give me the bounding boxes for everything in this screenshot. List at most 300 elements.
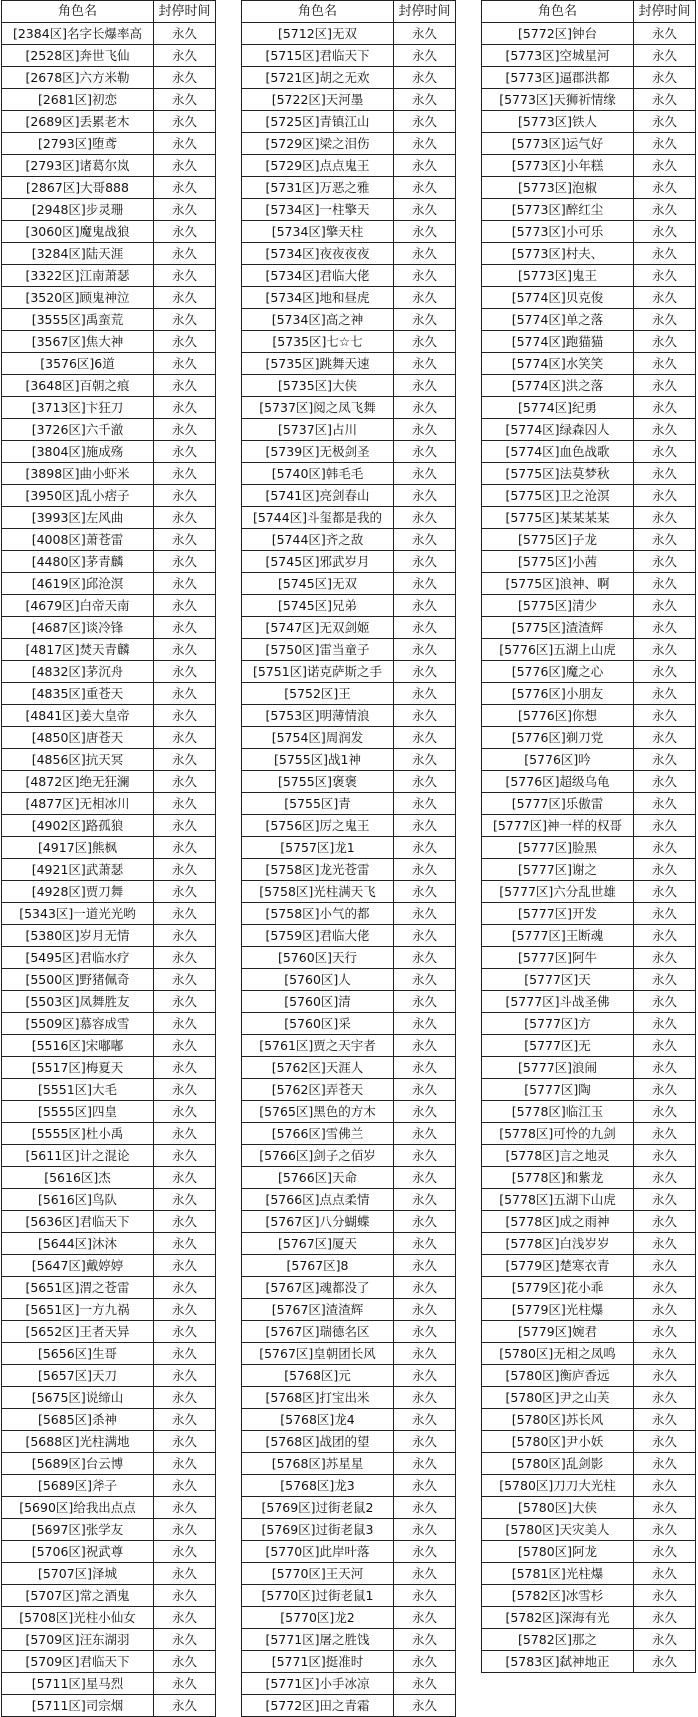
column-header-name: 角色名 <box>482 1 634 23</box>
ban-duration-cell: 永久 <box>394 67 456 89</box>
table-row <box>2 1607 216 1629</box>
ban-duration-cell: 永久 <box>634 1365 696 1387</box>
ban-duration-cell: 永久 <box>154 705 216 727</box>
table-row <box>482 683 696 705</box>
table-row <box>242 859 456 881</box>
ban-duration-cell: 永久 <box>154 529 216 551</box>
role-name-cell: [5777区]阿牛 <box>482 947 634 969</box>
table-row <box>2 1387 216 1409</box>
ban-duration-cell: 永久 <box>634 177 696 199</box>
table-row <box>2 1409 216 1431</box>
ban-duration-cell: 永久 <box>394 133 456 155</box>
ban-duration-cell: 永久 <box>394 991 456 1013</box>
ban-duration-cell: 永久 <box>154 485 216 507</box>
role-name-cell: [5711区]司宗烟 <box>2 1695 154 1717</box>
role-name-cell: [5760区]清 <box>242 991 394 1013</box>
ban-duration-cell: 永久 <box>634 507 696 529</box>
ban-duration-cell: 永久 <box>634 793 696 815</box>
table-row <box>2 485 216 507</box>
role-name-cell: [5745区]无双 <box>242 573 394 595</box>
ban-duration-cell: 永久 <box>634 397 696 419</box>
table-row <box>242 1629 456 1651</box>
role-name-cell: [5657区]天刀 <box>2 1365 154 1387</box>
table-row <box>482 375 696 397</box>
ban-duration-cell: 永久 <box>154 1079 216 1101</box>
role-name-cell: [5773区]村夫、 <box>482 243 634 265</box>
role-name-cell: [5776区]五湖上山虎 <box>482 639 634 661</box>
role-name-cell: [3726区]六千澈 <box>2 419 154 441</box>
table-row <box>482 89 696 111</box>
role-name-cell: [5555区]杜小禹 <box>2 1123 154 1145</box>
table-row <box>2 903 216 925</box>
role-name-cell: [3060区]魔鬼战狼 <box>2 221 154 243</box>
ban-duration-cell: 永久 <box>634 1541 696 1563</box>
role-name-cell: [5773区]小可乐 <box>482 221 634 243</box>
table-row <box>482 133 696 155</box>
table-row <box>242 771 456 793</box>
role-name-cell: [2528区]奔世飞仙 <box>2 45 154 67</box>
table-row <box>242 177 456 199</box>
ban-duration-cell: 永久 <box>394 925 456 947</box>
role-name-cell: [5706区]祝武尊 <box>2 1541 154 1563</box>
table-row <box>242 331 456 353</box>
role-name-cell: [5779区]楚寒衣青 <box>482 1255 634 1277</box>
role-name-cell: [5774区]水笑笑 <box>482 353 634 375</box>
role-name-cell: [5551区]大毛 <box>2 1079 154 1101</box>
ban-duration-cell: 永久 <box>634 815 696 837</box>
table-row <box>482 353 696 375</box>
table-row <box>242 243 456 265</box>
role-name-cell: [5616区]杰 <box>2 1167 154 1189</box>
role-name-cell: [5782区]那之 <box>482 1629 634 1651</box>
role-name-cell: [5734区]地和昼虎 <box>242 287 394 309</box>
table-row <box>242 155 456 177</box>
table-row <box>2 991 216 1013</box>
table-row <box>242 1651 456 1673</box>
table-row <box>482 1189 696 1211</box>
role-name-cell: [5770区]龙2 <box>242 1607 394 1629</box>
role-name-cell: [5757区]龙1 <box>242 837 394 859</box>
table-row <box>2 1233 216 1255</box>
ban-duration-cell: 永久 <box>154 265 216 287</box>
table-row <box>2 1563 216 1585</box>
role-name-cell: [2867区]大哥888 <box>2 177 154 199</box>
ban-duration-cell: 永久 <box>154 309 216 331</box>
ban-duration-cell: 永久 <box>154 441 216 463</box>
ban-duration-cell: 永久 <box>394 573 456 595</box>
table-row <box>482 1475 696 1497</box>
table-row <box>242 1365 456 1387</box>
role-name-cell: [5774区]跑猫猫 <box>482 331 634 353</box>
role-name-cell: [5734区]君临大佬 <box>242 265 394 287</box>
table-row <box>242 133 456 155</box>
ban-duration-cell: 永久 <box>634 155 696 177</box>
ban-duration-cell: 永久 <box>394 903 456 925</box>
ban-duration-cell: 永久 <box>394 507 456 529</box>
ban-duration-cell: 永久 <box>394 837 456 859</box>
role-name-cell: [5772区]田之青霜 <box>242 1695 394 1717</box>
ban-duration-cell: 永久 <box>154 1453 216 1475</box>
ban-duration-cell: 永久 <box>394 969 456 991</box>
table-row <box>2 89 216 111</box>
ban-duration-cell: 永久 <box>154 1607 216 1629</box>
table-row <box>242 1497 456 1519</box>
table-row <box>242 617 456 639</box>
ban-duration-cell: 永久 <box>154 595 216 617</box>
ban-duration-cell: 永久 <box>394 287 456 309</box>
ban-duration-cell: 永久 <box>394 529 456 551</box>
ban-duration-cell: 永久 <box>154 155 216 177</box>
table-row <box>482 1299 696 1321</box>
table-row <box>482 331 696 353</box>
table-row <box>2 67 216 89</box>
ban-duration-cell: 永久 <box>154 925 216 947</box>
table-row <box>242 551 456 573</box>
ban-duration-cell: 永久 <box>634 419 696 441</box>
role-name-cell: [5776区]魔之心 <box>482 661 634 683</box>
table-row <box>482 947 696 969</box>
table-row <box>242 89 456 111</box>
table-row <box>242 265 456 287</box>
ban-duration-cell: 永久 <box>634 1585 696 1607</box>
ban-duration-cell: 永久 <box>634 1079 696 1101</box>
table-row <box>2 375 216 397</box>
role-name-cell: [5767区]瑞德名区 <box>242 1321 394 1343</box>
ban-duration-cell: 永久 <box>634 1035 696 1057</box>
role-name-cell: [5766区]雪佛兰 <box>242 1123 394 1145</box>
table-row <box>242 573 456 595</box>
role-name-cell: [5517区]梅夏天 <box>2 1057 154 1079</box>
ban-duration-cell: 永久 <box>154 551 216 573</box>
ban-duration-cell: 永久 <box>634 1409 696 1431</box>
ban-duration-cell: 永久 <box>634 1431 696 1453</box>
role-name-cell: [5778区]言之地灵 <box>482 1145 634 1167</box>
role-name-cell: [4856区]抗天冥 <box>2 749 154 771</box>
table-row <box>242 1321 456 1343</box>
role-name-cell: [5715区]君临天下 <box>242 45 394 67</box>
table-row <box>242 507 456 529</box>
ban-duration-cell: 永久 <box>394 815 456 837</box>
role-name-cell: [5758区]龙光苍雷 <box>242 859 394 881</box>
role-name-cell: [5760区]人 <box>242 969 394 991</box>
table-row <box>482 617 696 639</box>
table-row <box>482 1233 696 1255</box>
table-row <box>482 1497 696 1519</box>
table-row <box>2 331 216 353</box>
table-row <box>2 1651 216 1673</box>
ban-duration-cell: 永久 <box>394 111 456 133</box>
ban-duration-cell: 永久 <box>154 683 216 705</box>
role-name-cell: [5555区]四皇 <box>2 1101 154 1123</box>
role-name-cell: [5773区]醉红尘 <box>482 199 634 221</box>
table-row <box>482 1057 696 1079</box>
table-row <box>482 287 696 309</box>
role-name-cell: [5760区]采 <box>242 1013 394 1035</box>
role-name-cell: [2384区]名字长爆率高 <box>2 23 154 45</box>
table-row <box>242 221 456 243</box>
ban-duration-cell: 永久 <box>634 573 696 595</box>
role-name-cell: [5689区]斧子 <box>2 1475 154 1497</box>
ban-duration-cell: 永久 <box>634 199 696 221</box>
ban-duration-cell: 永久 <box>394 661 456 683</box>
ban-duration-cell: 永久 <box>634 221 696 243</box>
table-row <box>2 705 216 727</box>
role-name-cell: [5760区]天行 <box>242 947 394 969</box>
role-name-cell: [5767区]渣渣辉 <box>242 1299 394 1321</box>
role-name-cell: [5735区]跳舞天速 <box>242 353 394 375</box>
role-name-cell: [5765区]黑色的方木 <box>242 1101 394 1123</box>
ban-duration-cell: 永久 <box>394 45 456 67</box>
role-name-cell: [5761区]贾之天宇者 <box>242 1035 394 1057</box>
role-name-cell: [5774区]贝克俊 <box>482 287 634 309</box>
role-name-cell: [5767区]厦天 <box>242 1233 394 1255</box>
table-row <box>482 243 696 265</box>
ban-duration-cell: 永久 <box>154 815 216 837</box>
role-name-cell: [5709区]汪东湖羽 <box>2 1629 154 1651</box>
table-row <box>242 1211 456 1233</box>
role-name-cell: [5770区]王天河 <box>242 1563 394 1585</box>
table-row <box>482 111 696 133</box>
role-name-cell: [5516区]宋嘟嘟 <box>2 1035 154 1057</box>
table-row <box>482 661 696 683</box>
table-row <box>482 573 696 595</box>
ban-duration-cell: 永久 <box>634 749 696 771</box>
ban-duration-cell: 永久 <box>154 1497 216 1519</box>
table-row <box>482 1145 696 1167</box>
ban-duration-cell: 永久 <box>634 1497 696 1519</box>
ban-duration-cell: 永久 <box>154 1541 216 1563</box>
ban-table-middle <box>241 0 456 1717</box>
table-row <box>482 903 696 925</box>
ban-duration-cell: 永久 <box>394 683 456 705</box>
ban-duration-cell: 永久 <box>154 1629 216 1651</box>
ban-duration-cell: 永久 <box>154 375 216 397</box>
ban-duration-cell: 永久 <box>154 1475 216 1497</box>
role-name-cell: [5709区]君临天下 <box>2 1651 154 1673</box>
role-name-cell: [5775区]渣渣辉 <box>482 617 634 639</box>
ban-duration-cell: 永久 <box>634 1453 696 1475</box>
table-row <box>242 1409 456 1431</box>
table-row <box>2 1299 216 1321</box>
role-name-cell: [5711区]星马烈 <box>2 1673 154 1695</box>
role-name-cell: [5778区]五湖下山虎 <box>482 1189 634 1211</box>
table-row <box>482 1519 696 1541</box>
table-row <box>242 947 456 969</box>
table-row <box>482 705 696 727</box>
table-row <box>242 903 456 925</box>
table-row <box>242 441 456 463</box>
role-name-cell: [5777区]无 <box>482 1035 634 1057</box>
ban-duration-cell: 永久 <box>394 485 456 507</box>
table-row <box>242 705 456 727</box>
table-row <box>482 1079 696 1101</box>
role-name-cell: [3555区]禹蛮荒 <box>2 309 154 331</box>
role-name-cell: [4835区]重苍天 <box>2 683 154 705</box>
role-name-cell: [5708区]光柱小仙女 <box>2 1607 154 1629</box>
ban-duration-cell: 永久 <box>154 1387 216 1409</box>
role-name-cell: [5766区]点点柔情 <box>242 1189 394 1211</box>
role-name-cell: [5770区]此岸叶落 <box>242 1541 394 1563</box>
table-row <box>2 265 216 287</box>
ban-duration-cell: 永久 <box>394 1277 456 1299</box>
table-row <box>2 1321 216 1343</box>
ban-duration-cell: 永久 <box>154 1651 216 1673</box>
ban-duration-cell: 永久 <box>154 991 216 1013</box>
role-name-cell: [5762区]天涯人 <box>242 1057 394 1079</box>
table-row <box>242 1013 456 1035</box>
role-name-cell: [2681区]初恋 <box>2 89 154 111</box>
ban-duration-cell: 永久 <box>634 903 696 925</box>
ban-duration-cell: 永久 <box>634 639 696 661</box>
table-row <box>482 309 696 331</box>
table-row <box>482 265 696 287</box>
table-row <box>482 1607 696 1629</box>
role-name-cell: [5778区]和紫龙 <box>482 1167 634 1189</box>
role-name-cell: [3322区]江南萧瑟 <box>2 265 154 287</box>
role-name-cell: [5766区]剑子之佰岁 <box>242 1145 394 1167</box>
role-name-cell: [2678区]六方米勒 <box>2 67 154 89</box>
table-row <box>242 1079 456 1101</box>
role-name-cell: [3993区]左风曲 <box>2 507 154 529</box>
ban-table-left <box>1 0 216 1717</box>
role-name-cell: [5745区]兄弟 <box>242 595 394 617</box>
table-row <box>2 1101 216 1123</box>
ban-duration-cell: 永久 <box>154 1277 216 1299</box>
table-row <box>2 1145 216 1167</box>
ban-duration-cell: 永久 <box>154 1013 216 1035</box>
role-name-cell: [5739区]无极剑圣 <box>242 441 394 463</box>
table-row <box>2 45 216 67</box>
column-header-name: 角色名 <box>2 1 154 23</box>
table-row <box>242 661 456 683</box>
table-row <box>2 1629 216 1651</box>
role-name-cell: [5777区]王断魂 <box>482 925 634 947</box>
table-row <box>2 595 216 617</box>
role-name-cell: [5741区]亮剑春山 <box>242 485 394 507</box>
ban-duration-cell: 永久 <box>154 1563 216 1585</box>
ban-duration-cell: 永久 <box>394 1563 456 1585</box>
ban-duration-cell: 永久 <box>394 331 456 353</box>
ban-duration-cell: 永久 <box>634 727 696 749</box>
table-row <box>482 1365 696 1387</box>
ban-duration-cell: 永久 <box>154 771 216 793</box>
role-name-cell: [5767区]8 <box>242 1255 394 1277</box>
ban-duration-cell: 永久 <box>634 133 696 155</box>
table-row <box>242 1145 456 1167</box>
role-name-cell: [5675区]说缔山 <box>2 1387 154 1409</box>
table-row <box>242 1101 456 1123</box>
ban-duration-cell: 永久 <box>634 947 696 969</box>
column-header-time: 封停时间 <box>154 1 216 23</box>
ban-duration-cell: 永久 <box>634 1013 696 1035</box>
role-name-cell: [5755区]战1神 <box>242 749 394 771</box>
ban-duration-cell: 永久 <box>154 947 216 969</box>
ban-duration-cell: 永久 <box>394 309 456 331</box>
ban-duration-cell: 永久 <box>634 1629 696 1651</box>
ban-duration-cell: 永久 <box>634 837 696 859</box>
ban-duration-cell: 永久 <box>634 771 696 793</box>
table-row <box>242 1673 456 1695</box>
table-row <box>2 925 216 947</box>
role-name-cell: [5782区]深海有光 <box>482 1607 634 1629</box>
table-row <box>2 617 216 639</box>
role-name-cell: [5778区]可怜的九剑 <box>482 1123 634 1145</box>
role-name-cell: [5775区]清少 <box>482 595 634 617</box>
ban-duration-cell: 永久 <box>634 859 696 881</box>
ban-duration-cell: 永久 <box>394 1123 456 1145</box>
role-name-cell: [5735区]大侠 <box>242 375 394 397</box>
ban-duration-cell: 永久 <box>154 1189 216 1211</box>
table-row <box>242 991 456 1013</box>
role-name-cell: [4877区]无相冰川 <box>2 793 154 815</box>
table-row <box>242 485 456 507</box>
table-row <box>242 1475 456 1497</box>
ban-duration-cell: 永久 <box>154 1519 216 1541</box>
role-name-cell: [5690区]给我出点点 <box>2 1497 154 1519</box>
ban-duration-cell: 永久 <box>394 771 456 793</box>
ban-duration-cell: 永久 <box>634 925 696 947</box>
table-header-row <box>482 1 696 23</box>
table-row <box>242 199 456 221</box>
table-row <box>242 1563 456 1585</box>
ban-duration-cell: 永久 <box>634 441 696 463</box>
ban-table-right <box>481 0 696 1673</box>
table-row <box>482 749 696 771</box>
role-name-cell: [4921区]武萧瑟 <box>2 859 154 881</box>
ban-duration-cell: 永久 <box>634 1233 696 1255</box>
table-row <box>242 1453 456 1475</box>
table-row <box>482 45 696 67</box>
role-name-cell: [5780区]大侠 <box>482 1497 634 1519</box>
ban-duration-cell: 永久 <box>634 1651 696 1673</box>
role-name-cell: [5734区]擎天柱 <box>242 221 394 243</box>
role-name-cell: [5777区]方 <box>482 1013 634 1035</box>
table-row <box>2 309 216 331</box>
ban-duration-cell: 永久 <box>154 1167 216 1189</box>
table-row <box>482 1651 696 1673</box>
role-name-cell: [5774区]单之落 <box>482 309 634 331</box>
ban-duration-cell: 永久 <box>394 419 456 441</box>
role-name-cell: [5778区]临江玉 <box>482 1101 634 1123</box>
role-name-cell: [5773区]铁人 <box>482 111 634 133</box>
ban-duration-cell: 永久 <box>154 1431 216 1453</box>
role-name-cell: [5780区]衡庐香远 <box>482 1365 634 1387</box>
table-row <box>2 837 216 859</box>
ban-duration-cell: 永久 <box>394 1519 456 1541</box>
role-name-cell: [5777区]乐傲雷 <box>482 793 634 815</box>
table-row <box>2 1431 216 1453</box>
table-row <box>242 309 456 331</box>
ban-duration-cell: 永久 <box>634 1519 696 1541</box>
ban-duration-cell: 永久 <box>394 1585 456 1607</box>
ban-duration-cell: 永久 <box>154 727 216 749</box>
role-name-cell: [5768区]打宝出米 <box>242 1387 394 1409</box>
role-name-cell: [5771区]屠之胜饯 <box>242 1629 394 1651</box>
ban-duration-cell: 永久 <box>394 1673 456 1695</box>
role-name-cell: [5737区]占川 <box>242 419 394 441</box>
table-row <box>242 683 456 705</box>
role-name-cell: [5755区]青 <box>242 793 394 815</box>
role-name-cell: [5737区]阅之凤飞舞 <box>242 397 394 419</box>
ban-duration-cell: 永久 <box>394 353 456 375</box>
ban-duration-cell: 永久 <box>154 1409 216 1431</box>
role-name-cell: [5636区]君临天下 <box>2 1211 154 1233</box>
table-row <box>242 639 456 661</box>
ban-duration-cell: 永久 <box>634 1387 696 1409</box>
role-name-cell: [3713区]卞狂刀 <box>2 397 154 419</box>
table-row <box>2 815 216 837</box>
ban-duration-cell: 永久 <box>394 1651 456 1673</box>
